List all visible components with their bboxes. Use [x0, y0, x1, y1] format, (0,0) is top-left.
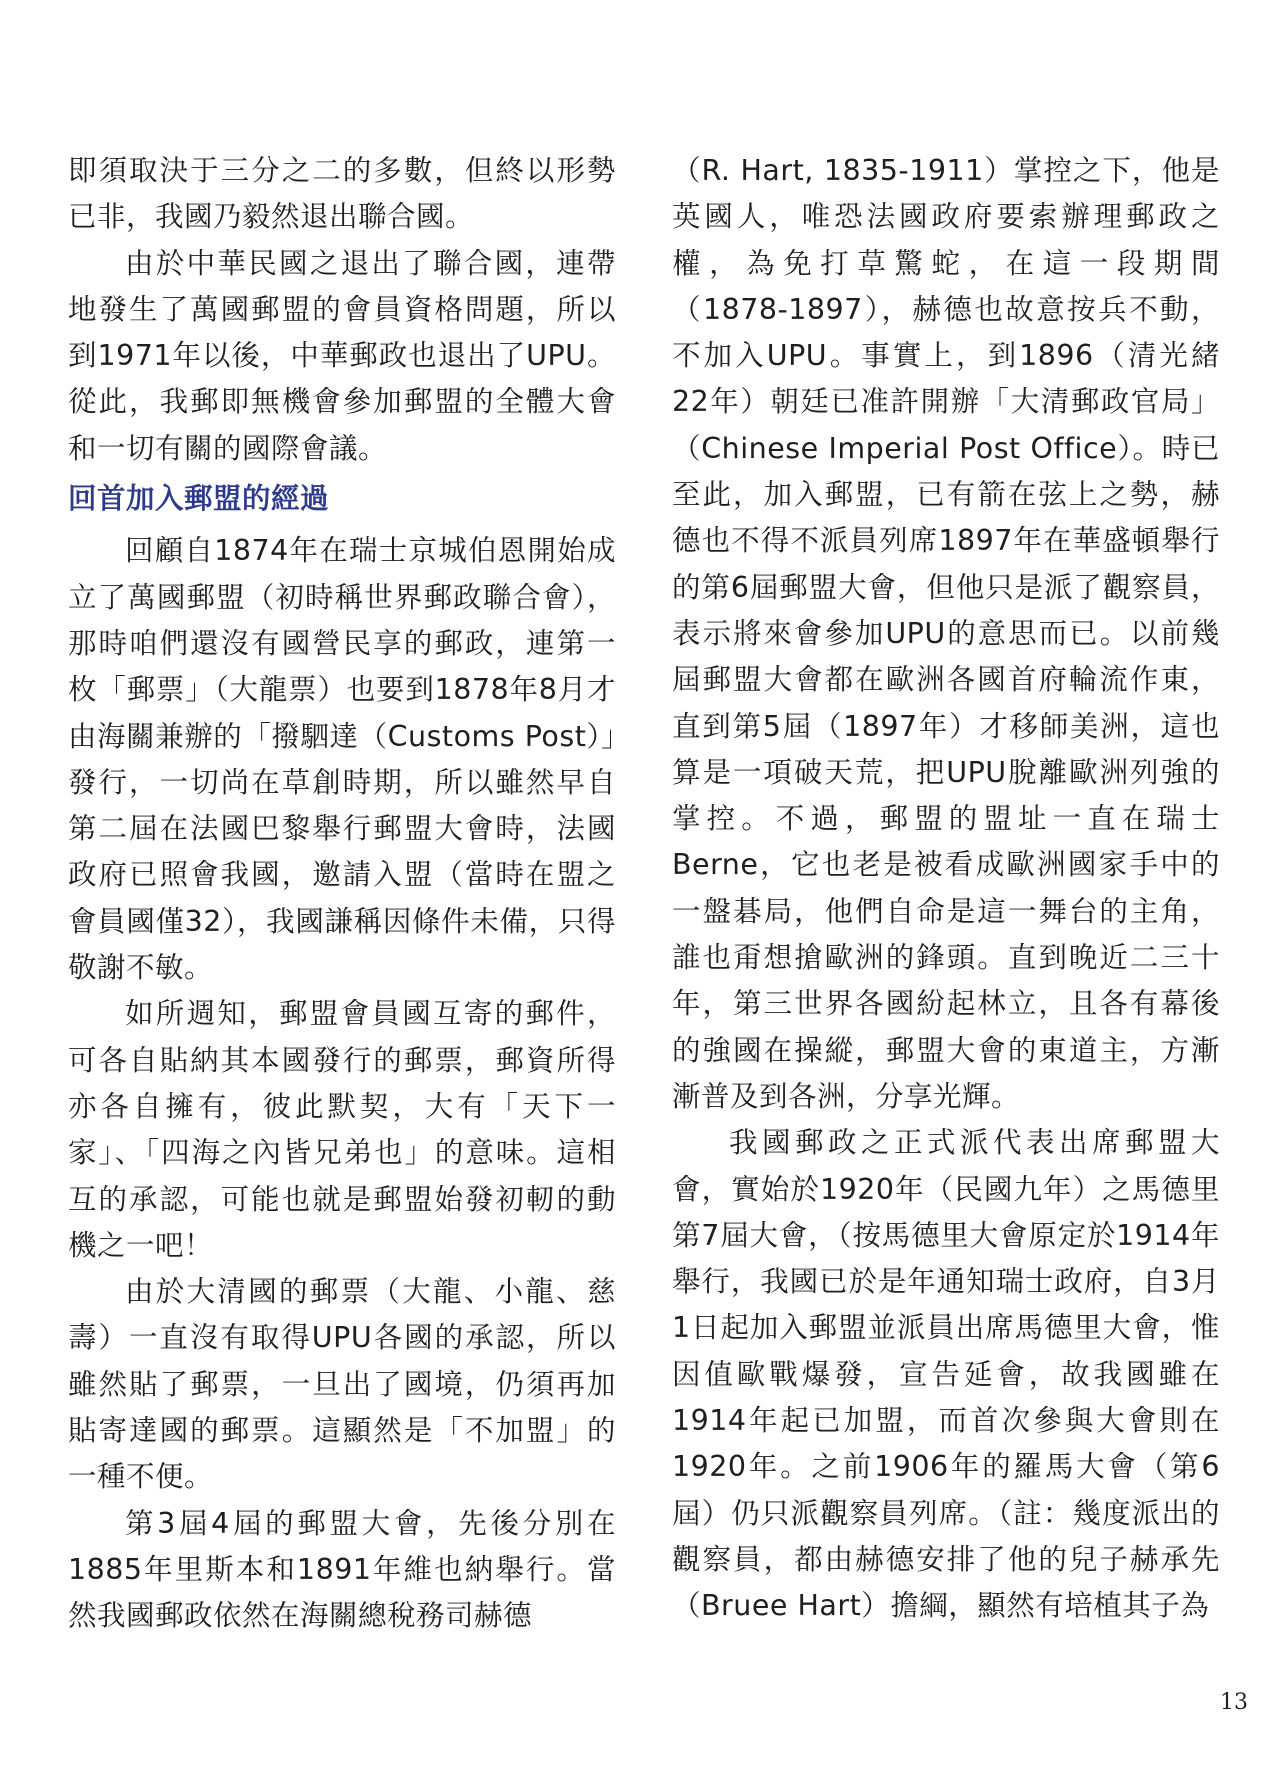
paragraph: （R. Hart, 1835-1911）掌控之下，他是英國人，唯恐法國政府要索辦理郵政之權，為免打草驚蛇，在這一段期間（1878-1897），赫德也故意按兵不動，不加入UPU。事實上，到1896（清光緒22年）朝廷已准許開辦「大清郵政官局」（Chinese Imperial Post Office）。時已至此，加入郵盟，已有箭在弦上之勢，赫德也不得不派員列席1897年在華盛頓舉行的第6屆郵盟大會，但他只是派了觀察員，表示將來會參加UPU的意思而已。以前幾屆郵盟大會都在歐洲各國首府輪流作東，直到第5屆（1897年）才移師美洲，這也算是一項破天荒，把UPU脫離歐洲列強的掌控。不過，郵盟的盟址一直在瑞士Berne，它也老是被看成歐洲國家手中的一盤碁局，他們自命是這一舞台的主角，誰也甭想搶歐洲的鋒頭。直到晚近二三十年，第三世界各國紛起林立，且各有幕後的強國在操縱，郵盟大會的東道主，方漸漸普及到各洲，分享光輝。	[672, 154, 1220, 1113]
paragraph: 回顧自1874年在瑞士京城伯恩開始成立了萬國郵盟（初時稱世界郵政聯合會），那時咱們還沒有國營民享的郵政，連第一枚「郵票」（大龍票）也要到1878年8月才由海關兼辦的「撥駟達（Customs Post）」發行，一切尚在草創時期，所以雖然早自第二屆在法國巴黎舉行郵盟大會時，法國政府已照會我國，邀請入盟（當時在盟之會員國僅32），我國謙稱因條件未備，只得敬謝不敏。	[68, 534, 616, 985]
paragraph: 如所週知，郵盟會員國互寄的郵件，可各自貼納其本國發行的郵票，郵資所得亦各自擁有，彼此默契，大有「天下一家」、「四海之內皆兄弟也」的意味。這相互的承認，可能也就是郵盟始發初軔的動機之一吧！	[68, 997, 616, 1262]
page-number: 13	[1220, 1690, 1248, 1715]
right-column	[672, 148, 1220, 1630]
paragraph: 我國郵政之正式派代表出席郵盟大會，實始於1920年（民國九年）之馬德里第7屆大會，（按馬德里大會原定於1914年舉行，我國已於是年通知瑞士政府，自3月1日起加入郵盟並派員出席馬德里大會，惟因值歐戰爆發，宣告延會，故我國雖在1914年起已加盟，而首次參與大會則在1920年。之前1906年的羅馬大會（第6屆）仍只派觀察員列席。（註：幾度派出的觀察員，都由赫德安排了他的兒子赫承先（Bruee Hart）擔綱，顯然有培植其子為	[672, 1126, 1220, 1623]
paragraph: 由於中華民國之退出了聯合國，連帶地發生了萬國郵盟的會員資格問題，所以到1971年以後，中華郵政也退出了UPU。從此，我郵即無機會參加郵盟的全體大會和一切有關的國際會議。	[68, 246, 616, 465]
left-column	[68, 148, 616, 1640]
paragraph: 第3屆4屆的郵盟大會，先後分別在1885年里斯本和1891年維也納舉行。當然我國郵政依然在海關總稅務司赫德	[68, 1506, 616, 1633]
paragraph: 即須取決于三分之二的多數，但終以形勢已非，我國乃毅然退出聯合國。	[68, 154, 616, 234]
paragraph: 由於大清國的郵票（大龍、小龍、慈壽）一直沒有取得UPU各國的承認，所以雖然貼了郵票，一旦出了國境，仍須再加貼寄達國的郵票。這顯然是「不加盟」的一種不便。	[68, 1275, 616, 1494]
section-heading: 回首加入郵盟的經過	[68, 482, 330, 516]
